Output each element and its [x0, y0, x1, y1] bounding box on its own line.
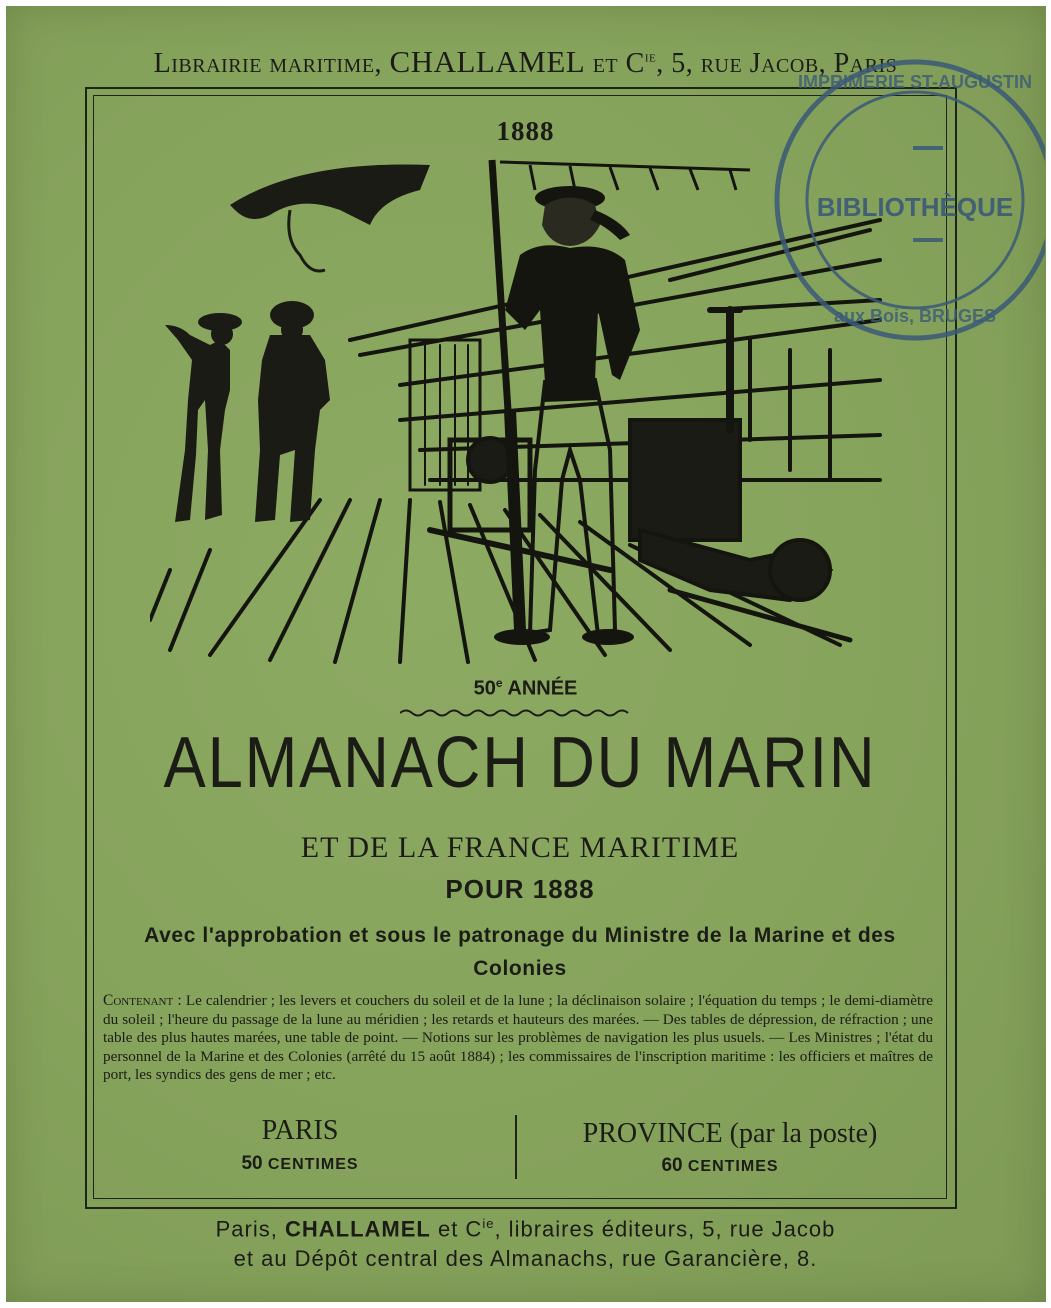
province-price: [540, 1155, 900, 1177]
ministry-approval: Avec l'approbation et sous le patronage du Ministre de la Marine et des Colonies: [144, 924, 896, 980]
paris-price: [200, 1153, 400, 1175]
publisher-footer: [0, 1209, 1051, 1274]
province-price-amount: 60: [661, 1155, 683, 1176]
library-stamp: [765, 30, 1045, 360]
province-price-label: PROVINCE (par la poste): [582, 1118, 878, 1149]
edition-suffix: e: [495, 676, 503, 690]
ornamental-rule: [400, 706, 630, 720]
edition-number: 50: [473, 677, 496, 700]
footer-company-sup: ie: [482, 1216, 495, 1231]
footer-company: et C: [437, 1216, 483, 1242]
cover-year: 1888: [496, 116, 555, 146]
stamp-center-text: BIBLIOTHÈQUE: [816, 192, 1014, 222]
publisher-header-address: , 5, rue Jacob, Paris: [656, 48, 898, 79]
stamp-top-text: IMPRIMERIE ST-AUGUSTIN: [797, 72, 1033, 92]
contents-lead: Contenant :: [103, 992, 182, 1009]
contents-text: Le calendrier ; les levers et couchers du soleil et de la lune ; la déclinaison solaire ; l'équation du temps ; le demi-diamètre du soleil ; l'heure du passage de la lune au méridien ; les retards et hauteurs des marées. — Des tables de dépression, de réfraction ; une table des plus hautes marées, une table de point. — Notions sur les problèmes de navigation les plus usuels. — Les Ministres ; l'état du personnel de la Marine et des Colonies (arrêté du 15 août 1884) ; les commissaires de l'inscription maritime : les officiers et maîtres de port, les syndics des gens de mer ; etc.: [103, 992, 934, 1084]
province-price-unit: CENTIMES: [687, 1158, 779, 1175]
edition-word: ANNÉE: [507, 677, 578, 700]
publisher-header-sup: ie: [644, 49, 657, 66]
publisher-header-company: et C: [592, 48, 645, 79]
footer-city: Paris,: [215, 1216, 278, 1242]
contents-paragraph: [103, 992, 933, 1085]
stamp-bottom-text: aux Bois, BRUGES: [833, 306, 997, 326]
publisher-header-prefix: Librairie maritime,: [153, 48, 383, 79]
almanac-subtitle: ET DE LA FRANCE MARITIME: [300, 831, 740, 864]
almanac-year-line: POUR 1888: [445, 874, 595, 904]
price-divider: [515, 1115, 517, 1179]
footer-line-1: [0, 1209, 1051, 1244]
footer-address: , libraires éditeurs, 5, rue Jacob: [494, 1216, 836, 1242]
almanac-title: ALMANACH DU MARIN: [163, 723, 877, 803]
footer-line-2: et au Dépôt central des Almanachs, rue Garancière, 8.: [233, 1246, 818, 1272]
paris-price-amount: 50: [241, 1153, 263, 1174]
paris-price-label: PARIS: [261, 1115, 339, 1146]
paris-price-unit: CENTIMES: [267, 1156, 359, 1173]
publisher-header-name: CHALLAMEL: [389, 44, 586, 79]
edition-label: [0, 676, 1051, 701]
footer-publisher-name: CHALLAMEL: [284, 1216, 431, 1242]
